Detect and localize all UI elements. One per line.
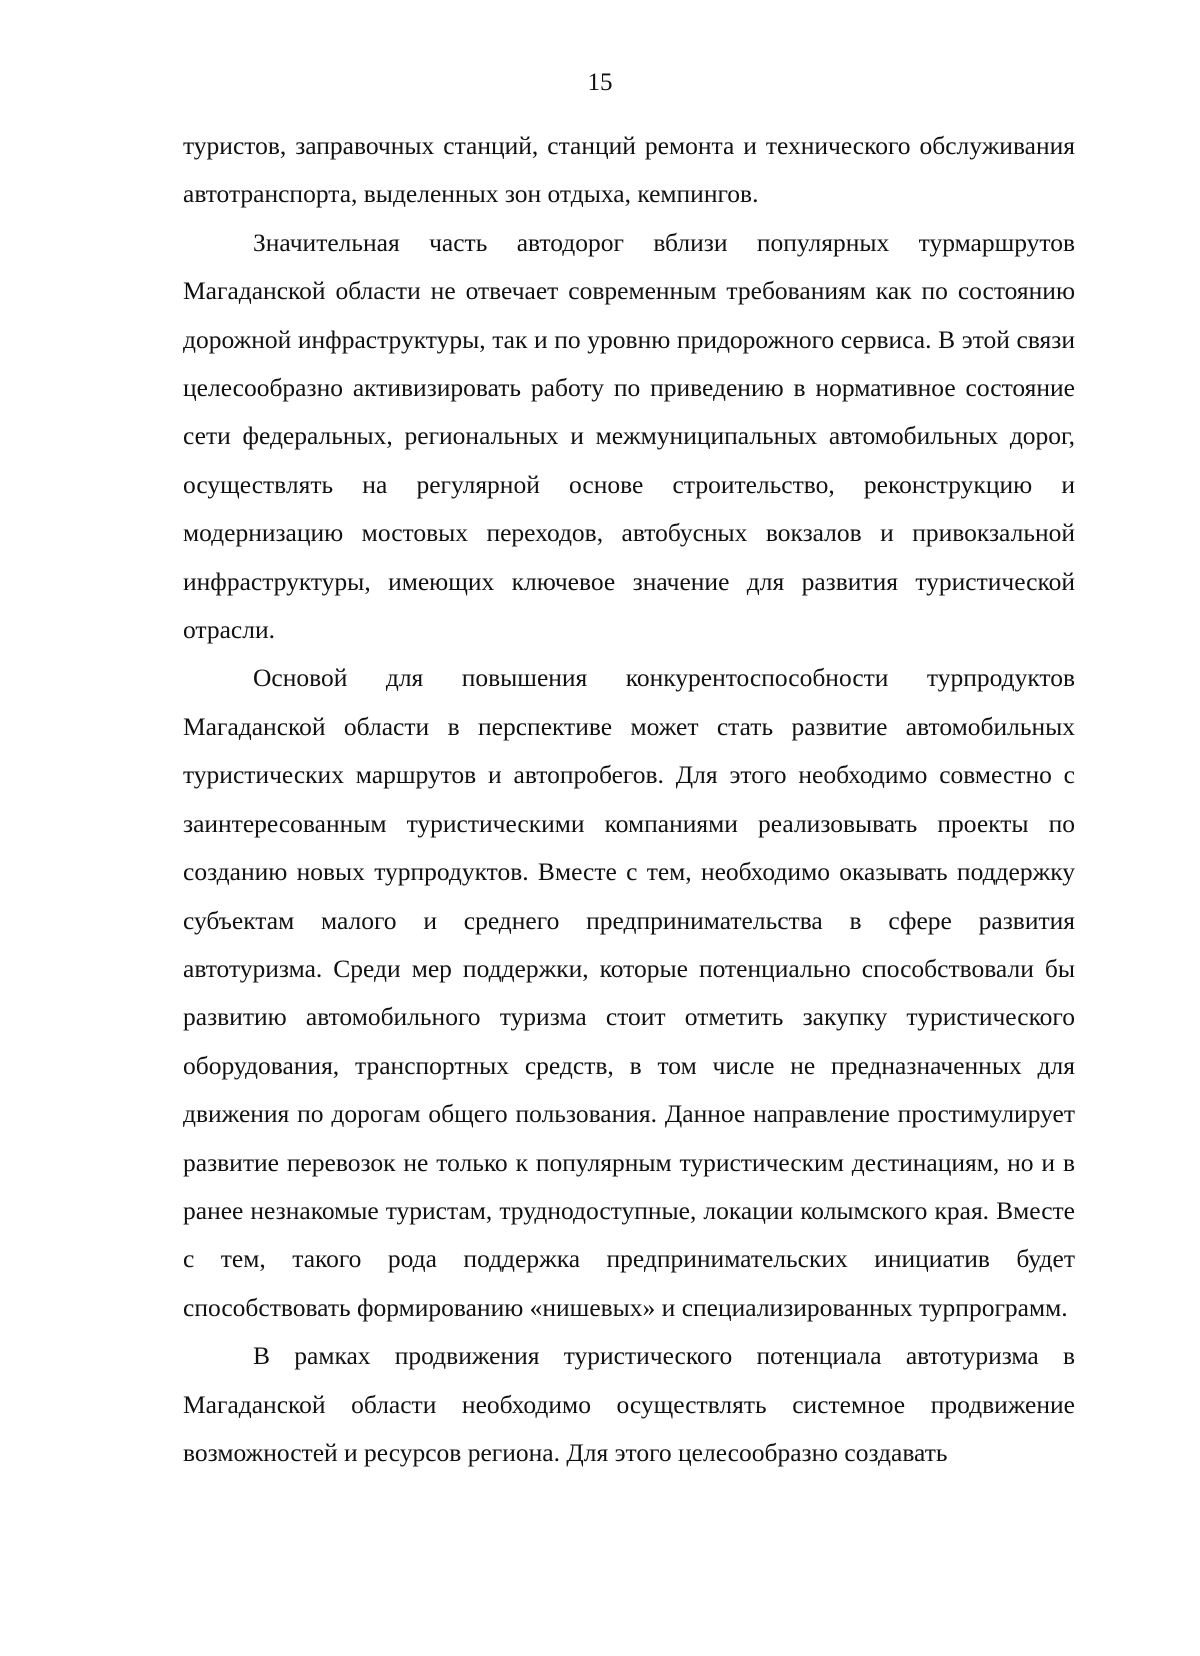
paragraph-1: туристов, заправочных станций, станций ремонта и технического обслуживания автотранспорта, выделенных зон отдыха, кемпингов.: [183, 131, 1075, 209]
document-body: [183, 122, 1075, 1477]
paragraph-2: Значительная часть автодорог вблизи популярных турмаршрутов Магаданской области не отвечает современным требованиям как по состоянию дорожной инфраструктуры, так и по уровню придорожного сервиса. В этой связи целесообразно активизировать работу по приведению в нормативное состояние сети федеральных, региональных и межмуниципальных автомобильных дорог, осуществлять на регулярной основе строительство, реконструкцию и модернизацию мостовых переходов, автобусных вокзалов и привокзальной инфраструктуры, имеющих ключевое значение для развития туристической отрасли.: [183, 227, 1075, 645]
paragraph-3: Основой для повышения конкурентоспособности турпродуктов Магаданской области в перспективе может стать развитие автомобильных туристических маршрутов и автопробегов. Для этого необходимо совместно с заинтересованным туристическими компаниями реализовывать проекты по созданию новых турпродуктов. Вместе с тем, необходимо оказывать поддержку субъектам малого и среднего предпринимательства в сфере развития автотуризма. Среди мер поддержки, которые потенциально способствовали бы развитию автомобильного туризма стоит отметить закупку туристического оборудования, транспортных средств, в том числе не предназначенных для движения по дорогам общего пользования. Данное направление простимулирует развитие перевозок не только к популярным туристическим дестинациям, но и в ранее незнакомые туристам, труднодоступные, локации колымского края. Вместе с тем, такого рода поддержка предпринимательских инициатив будет способствовать формированию «нишевых» и специализированных турпрограмм.: [183, 663, 1075, 1322]
page-number: 15: [587, 69, 613, 96]
paragraph-4: В рамках продвижения туристического потенциала автотуризма в Магаданской области необходимо осуществлять системное продвижение возможностей и ресурсов региона. Для этого целесообразно создавать: [183, 1341, 1075, 1467]
